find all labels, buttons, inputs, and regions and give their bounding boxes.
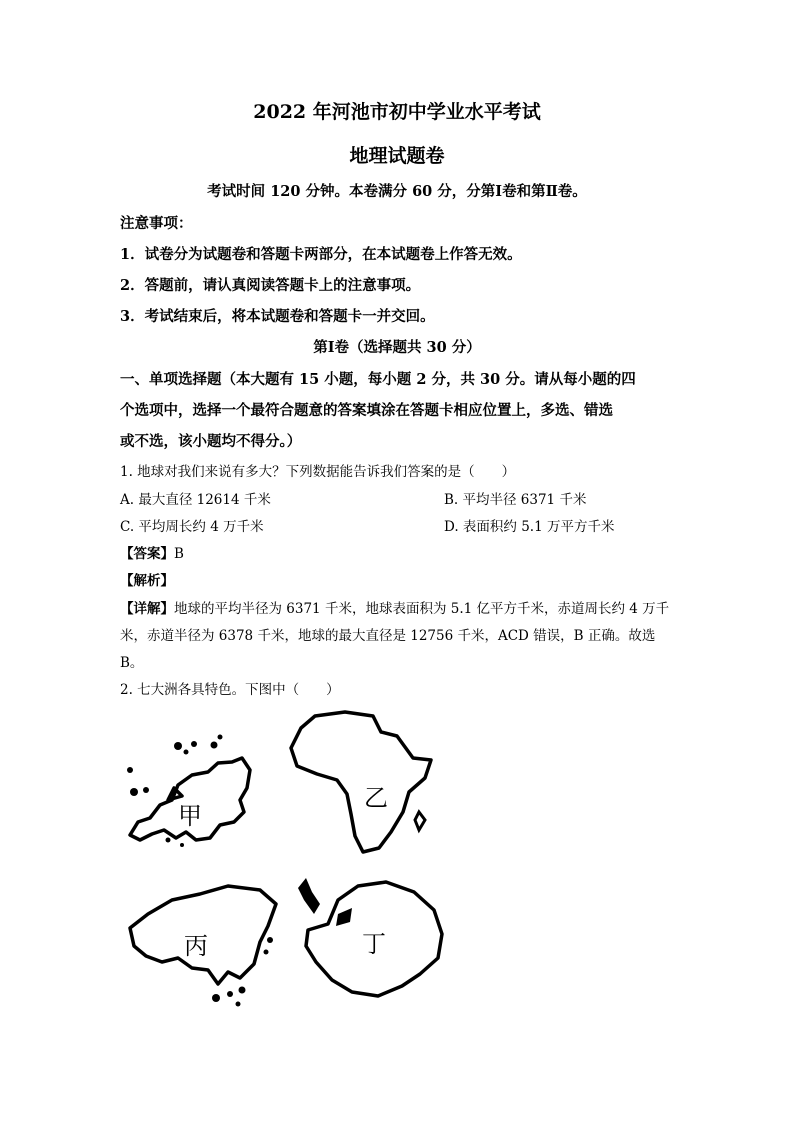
detail-label: 【详解】 [120, 601, 174, 617]
instruction-line: 一、单项选择题（本大题有 15 小题，每小题 2 分，共 30 分。请从每小题的四 [120, 371, 636, 388]
map-label-jia: 甲 [178, 802, 202, 830]
section-heading: 第Ⅰ卷（选择题共 30 分） [313, 339, 481, 356]
notice-item: 3．考试结束后，将本试题卷和答题卡一并交回。 [120, 308, 435, 325]
detail-text: 地球的平均半径为 6371 千米，地球表面积为 5.1 亿平方千米，赤道周长约 4 万千 [174, 601, 670, 617]
detail-line: 米，赤道半径为 6378 千米，地球的最大直径是 12756 千米，ACD 错误，B 正确。故选 [120, 628, 656, 644]
exam-info: 考试时间 120 分钟。本卷满分 60 分，分第Ⅰ卷和第Ⅱ卷。 [207, 183, 587, 200]
notice-item: 2．答题前，请认真阅读答题卡上的注意事项。 [120, 277, 421, 294]
question-2-stem: 2. 七大洲各具特色。下图中（ ） [120, 682, 340, 698]
africa-map [285, 708, 440, 858]
answer-label: 【答案】 [120, 546, 174, 562]
option-b: B. 平均半径 6371 千米 [444, 492, 587, 508]
europe-map [120, 730, 260, 850]
notice-item: 1．试卷分为试题卷和答题卡两部分，在本试题卷上作答无效。 [120, 246, 522, 263]
map-label-ding: 丁 [362, 930, 386, 958]
map-label-bing: 丙 [184, 932, 208, 960]
detail-line [120, 597, 669, 617]
answer-line [120, 542, 184, 562]
detail-line: B。 [120, 655, 144, 671]
option-c: C. 平均周长约 4 万千米 [120, 519, 264, 535]
analysis-label: 【解析】 [120, 573, 174, 589]
instruction-line: 或不选，该小题均不得分。） [120, 433, 302, 450]
exam-title: 2022 年河池市初中学业水平考试 [253, 101, 541, 123]
map-label-yi: 乙 [364, 784, 388, 812]
instruction-line: 个选项中，选择一个最符合题意的答案填涂在答题卡相应位置上，多选、错选 [120, 402, 613, 419]
question-1-stem: 1. 地球对我们来说有多大？下列数据能告诉我们答案的是（ ） [120, 464, 516, 480]
notice-heading: 注意事项： [120, 215, 193, 232]
answer-value: B [174, 546, 184, 562]
option-a: A. 最大直径 12614 千米 [120, 492, 271, 508]
option-d: D. 表面积约 5.1 万平方千米 [444, 519, 615, 535]
paper-subtitle: 地理试题卷 [349, 145, 445, 167]
